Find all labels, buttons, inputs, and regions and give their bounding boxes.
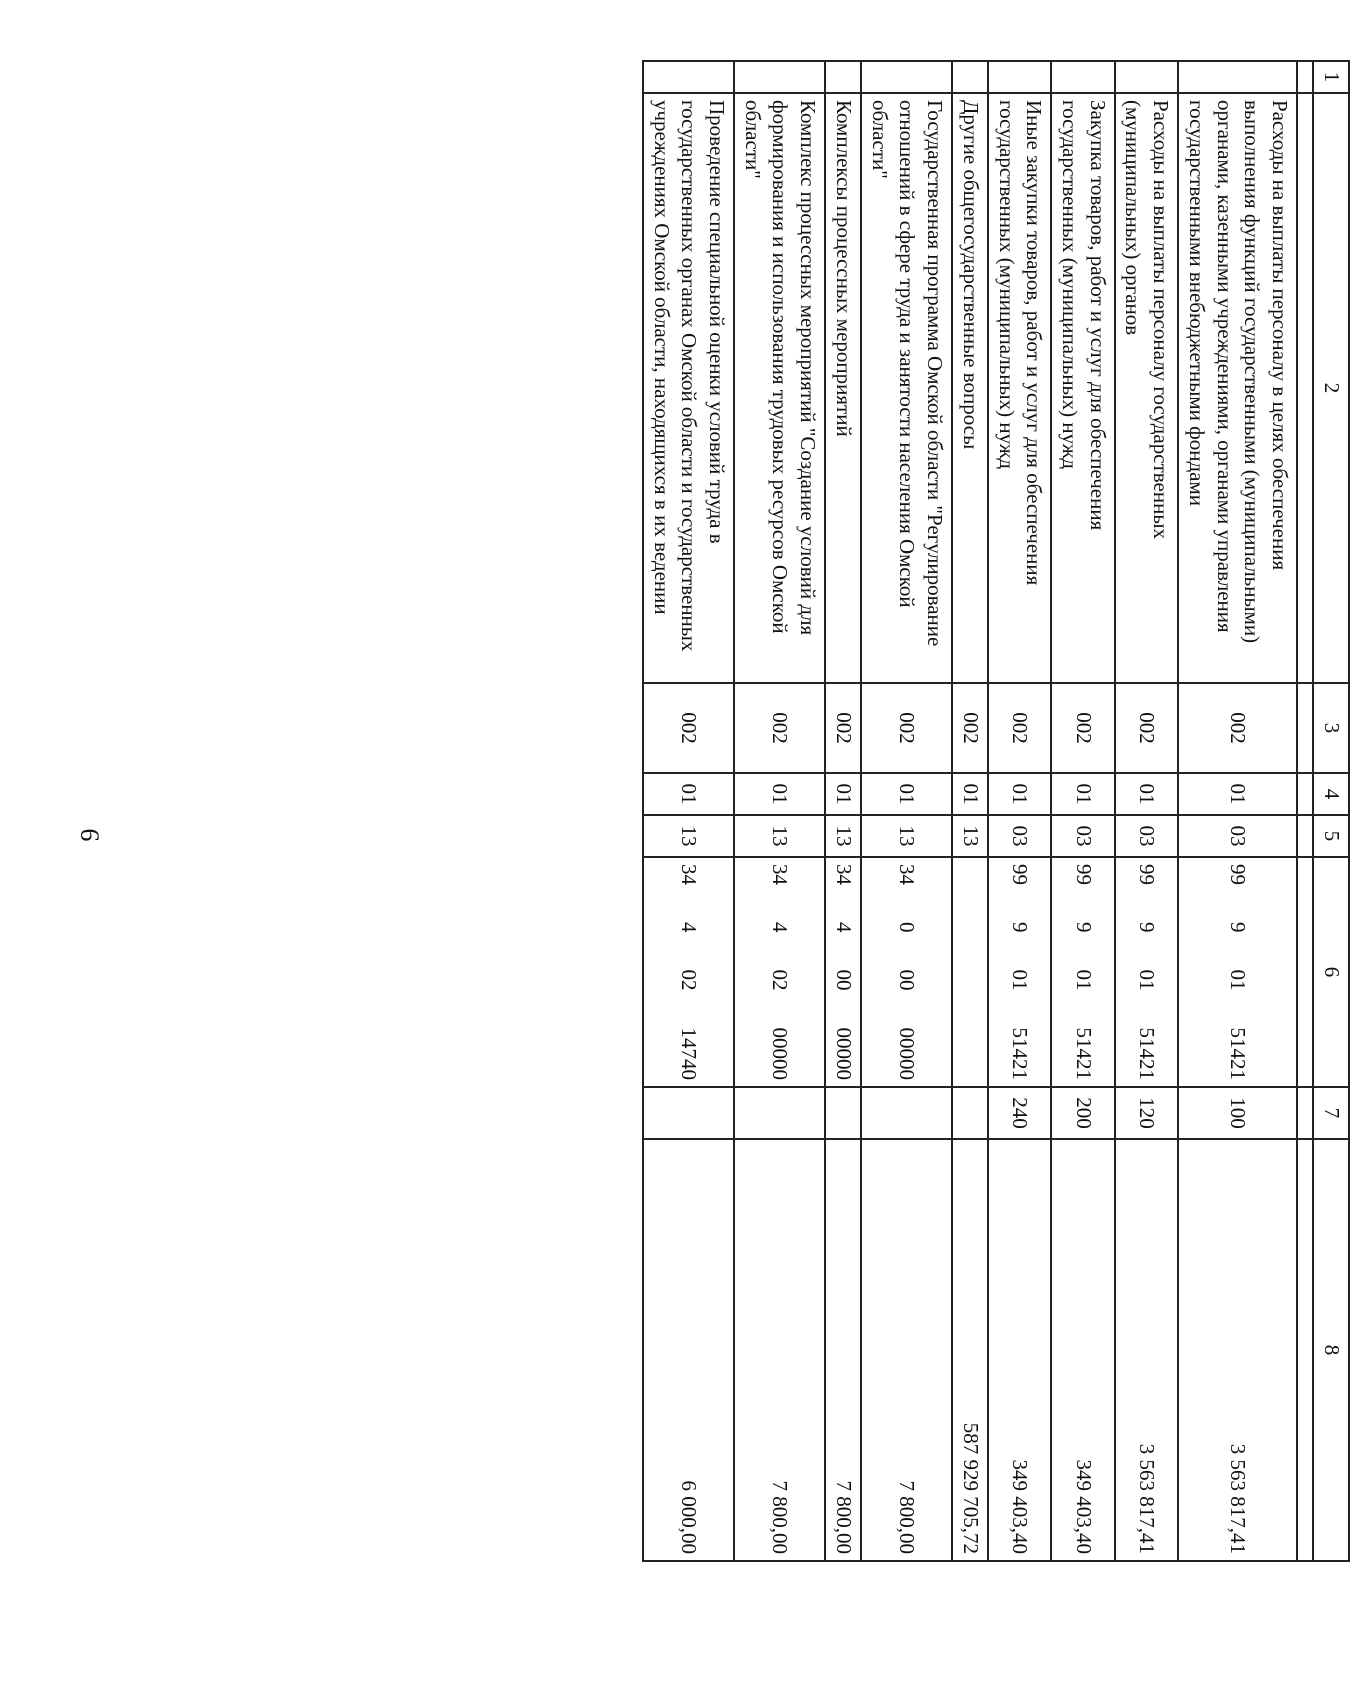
amount-cell: 349 403,40 bbox=[1051, 1139, 1114, 1561]
code-section-cell: 01 bbox=[952, 773, 988, 815]
target-article-cell bbox=[1051, 857, 1114, 1087]
target-article-part: 9 bbox=[1008, 922, 1033, 933]
row-index-cell bbox=[1051, 61, 1114, 93]
table-row bbox=[734, 61, 825, 1561]
code-ministry-cell: 002 bbox=[825, 683, 861, 773]
row-name-cell: Комплекс процессных мероприятий "Создание условий для формирования и использования трудовых ресурсов Омской области" bbox=[734, 93, 825, 683]
target-article-part: 01 bbox=[1008, 969, 1033, 991]
target-article-part: 0 bbox=[895, 922, 920, 933]
code-section-cell: 01 bbox=[734, 773, 825, 815]
row-name-cell: Расходы на выплаты персоналу в целях обеспечения выполнения функций государственными (муниципальными) органами, казенными учреждениями, органами управления государственными внебюджетными фондами bbox=[1178, 93, 1297, 683]
expense-type-cell bbox=[952, 1087, 988, 1139]
row-index-cell bbox=[1115, 61, 1178, 93]
table-row bbox=[643, 61, 734, 1561]
code-subsection-cell: 13 bbox=[861, 815, 952, 857]
code-subsection-cell: 03 bbox=[1051, 815, 1114, 857]
target-article-part: 14740 bbox=[677, 1027, 702, 1080]
code-section-cell: 01 bbox=[861, 773, 952, 815]
row-index-cell bbox=[734, 61, 825, 93]
code-section-cell: 01 bbox=[1178, 773, 1297, 815]
code-section-cell: 01 bbox=[1051, 773, 1114, 815]
row-name-cell: Другие общегосударственные вопросы bbox=[952, 93, 988, 683]
target-article-part: 51421 bbox=[1135, 1027, 1160, 1080]
amount-cell: 7 800,00 bbox=[734, 1139, 825, 1561]
table-row bbox=[1178, 61, 1297, 1561]
expense-type-cell bbox=[825, 1087, 861, 1139]
expense-type-cell bbox=[734, 1087, 825, 1139]
code-subsection-cell: 03 bbox=[1115, 815, 1178, 857]
target-article-part: 51421 bbox=[1226, 1027, 1251, 1080]
table-row bbox=[1051, 61, 1114, 1561]
table-row bbox=[825, 61, 861, 1561]
amount-cell: 7 800,00 bbox=[825, 1139, 861, 1561]
row-index-cell bbox=[825, 61, 861, 93]
header-cell: 3 bbox=[1313, 683, 1349, 773]
target-article-part: 01 bbox=[1135, 969, 1160, 991]
code-subsection-cell: 13 bbox=[952, 815, 988, 857]
code-subsection-cell: 13 bbox=[825, 815, 861, 857]
table-row bbox=[952, 61, 988, 1561]
page-number: 9 bbox=[75, 828, 105, 842]
row-index-cell bbox=[988, 61, 1051, 93]
row-name-cell: Закупка товаров, работ и услуг для обеспечения государственных (муниципальных) нужд bbox=[1051, 93, 1114, 683]
target-article-part: 4 bbox=[831, 922, 856, 933]
target-article-part: 02 bbox=[677, 969, 702, 991]
table-row bbox=[861, 61, 952, 1561]
target-article-parts bbox=[1224, 864, 1252, 1080]
header-cell: 1 bbox=[1313, 61, 1349, 93]
code-ministry-cell: 002 bbox=[1115, 683, 1178, 773]
target-article-cell bbox=[643, 857, 734, 1087]
expense-type-cell: 100 bbox=[1178, 1087, 1297, 1139]
code-ministry-cell: 002 bbox=[734, 683, 825, 773]
target-article-cell bbox=[1115, 857, 1178, 1087]
target-article-parts bbox=[1069, 864, 1097, 1080]
code-ministry-cell: 002 bbox=[1178, 683, 1297, 773]
header-cell: 2 bbox=[1313, 93, 1349, 683]
row-name-cell: Комплексы процессных мероприятий bbox=[825, 93, 861, 683]
code-section-cell: 01 bbox=[1115, 773, 1178, 815]
row-name-cell: Государственная программа Омской области "Регулирование отношений в сфере труда и занятости населения Омской области" bbox=[861, 93, 952, 683]
target-article-parts bbox=[675, 864, 703, 1080]
target-article-part: 9 bbox=[1226, 922, 1251, 933]
code-section-cell: 01 bbox=[643, 773, 734, 815]
amount-cell: 3 563 817,41 bbox=[1178, 1139, 1297, 1561]
target-article-part: 34 bbox=[895, 864, 920, 885]
header-cell: 7 bbox=[1313, 1087, 1349, 1139]
target-article-cell bbox=[861, 857, 952, 1087]
target-article-part: 34 bbox=[768, 864, 793, 885]
target-article-parts bbox=[1133, 864, 1161, 1080]
code-ministry-cell: 002 bbox=[1051, 683, 1114, 773]
expense-type-cell: 200 bbox=[1051, 1087, 1114, 1139]
header-cell: 8 bbox=[1313, 1139, 1349, 1561]
target-article-part: 99 bbox=[1226, 864, 1251, 885]
target-article-part: 00000 bbox=[895, 1027, 920, 1080]
expense-type-cell bbox=[643, 1087, 734, 1139]
target-article-part: 99 bbox=[1135, 864, 1160, 885]
target-article-part: 4 bbox=[677, 922, 702, 933]
code-section-cell: 01 bbox=[825, 773, 861, 815]
target-article-part: 00000 bbox=[768, 1027, 793, 1080]
amount-cell: 7 800,00 bbox=[861, 1139, 952, 1561]
header-cell: 4 bbox=[1313, 773, 1349, 815]
target-article-part: 01 bbox=[1071, 969, 1096, 991]
code-ministry-cell: 002 bbox=[952, 683, 988, 773]
target-article-part: 9 bbox=[1135, 922, 1160, 933]
target-article-part: 4 bbox=[768, 922, 793, 933]
target-article-part: 34 bbox=[677, 864, 702, 885]
target-article-parts bbox=[1006, 864, 1034, 1080]
target-article-part: 99 bbox=[1008, 864, 1033, 885]
amount-cell: 3 563 817,41 bbox=[1115, 1139, 1178, 1561]
target-article-part: 02 bbox=[768, 969, 793, 991]
row-name-cell: Расходы на выплаты персоналу государственных (муниципальных) органов bbox=[1115, 93, 1178, 683]
code-ministry-cell: 002 bbox=[988, 683, 1051, 773]
target-article-parts bbox=[893, 864, 921, 1080]
target-article-part: 99 bbox=[1071, 864, 1096, 885]
row-name-cell: Иные закупки товаров, работ и услуг для обеспечения государственных (муниципальных) нужд bbox=[988, 93, 1051, 683]
target-article-parts bbox=[829, 864, 857, 1080]
target-article-part: 00 bbox=[895, 969, 920, 991]
code-subsection-cell: 13 bbox=[734, 815, 825, 857]
target-article-parts bbox=[766, 864, 794, 1080]
target-article-part: 9 bbox=[1071, 922, 1096, 933]
code-subsection-cell: 03 bbox=[988, 815, 1051, 857]
amount-cell: 6 000,00 bbox=[643, 1139, 734, 1561]
target-article-part: 01 bbox=[1226, 969, 1251, 991]
row-index-cell bbox=[1178, 61, 1297, 93]
target-article-cell bbox=[1178, 857, 1297, 1087]
row-index-cell bbox=[861, 61, 952, 93]
amount-cell: 587 929 705,72 bbox=[952, 1139, 988, 1561]
code-subsection-cell: 13 bbox=[643, 815, 734, 857]
expense-type-cell: 120 bbox=[1115, 1087, 1178, 1139]
target-article-part: 00000 bbox=[831, 1027, 856, 1080]
table-row bbox=[988, 61, 1051, 1561]
target-article-part: 34 bbox=[831, 864, 856, 885]
target-article-cell bbox=[734, 857, 825, 1087]
target-article-part: 51421 bbox=[1071, 1027, 1096, 1080]
target-article-part: 00 bbox=[831, 969, 856, 991]
expense-type-cell bbox=[861, 1087, 952, 1139]
target-article-cell bbox=[825, 857, 861, 1087]
budget-table-sheet bbox=[440, 60, 1350, 1560]
budget-table bbox=[642, 60, 1350, 1562]
code-ministry-cell: 002 bbox=[643, 683, 734, 773]
amount-cell: 349 403,40 bbox=[988, 1139, 1051, 1561]
header-cell: 5 bbox=[1313, 815, 1349, 857]
table-row bbox=[1115, 61, 1178, 1561]
code-ministry-cell: 002 bbox=[861, 683, 952, 773]
row-name-cell: Проведение специальной оценки условий труда в государственных органах Омской области и государственных учреждениях Омской области, находящихся в их ведении bbox=[643, 93, 734, 683]
row-index-cell bbox=[952, 61, 988, 93]
target-article-part: 51421 bbox=[1008, 1027, 1033, 1080]
code-subsection-cell: 03 bbox=[1178, 815, 1297, 857]
code-section-cell: 01 bbox=[988, 773, 1051, 815]
row-index-cell bbox=[643, 61, 734, 93]
target-article-cell bbox=[988, 857, 1051, 1087]
target-article-cell bbox=[952, 857, 988, 1087]
header-cell: 6 bbox=[1313, 857, 1349, 1087]
expense-type-cell: 240 bbox=[988, 1087, 1051, 1139]
spacer-row bbox=[1297, 61, 1313, 1561]
header-row bbox=[1313, 61, 1349, 1561]
